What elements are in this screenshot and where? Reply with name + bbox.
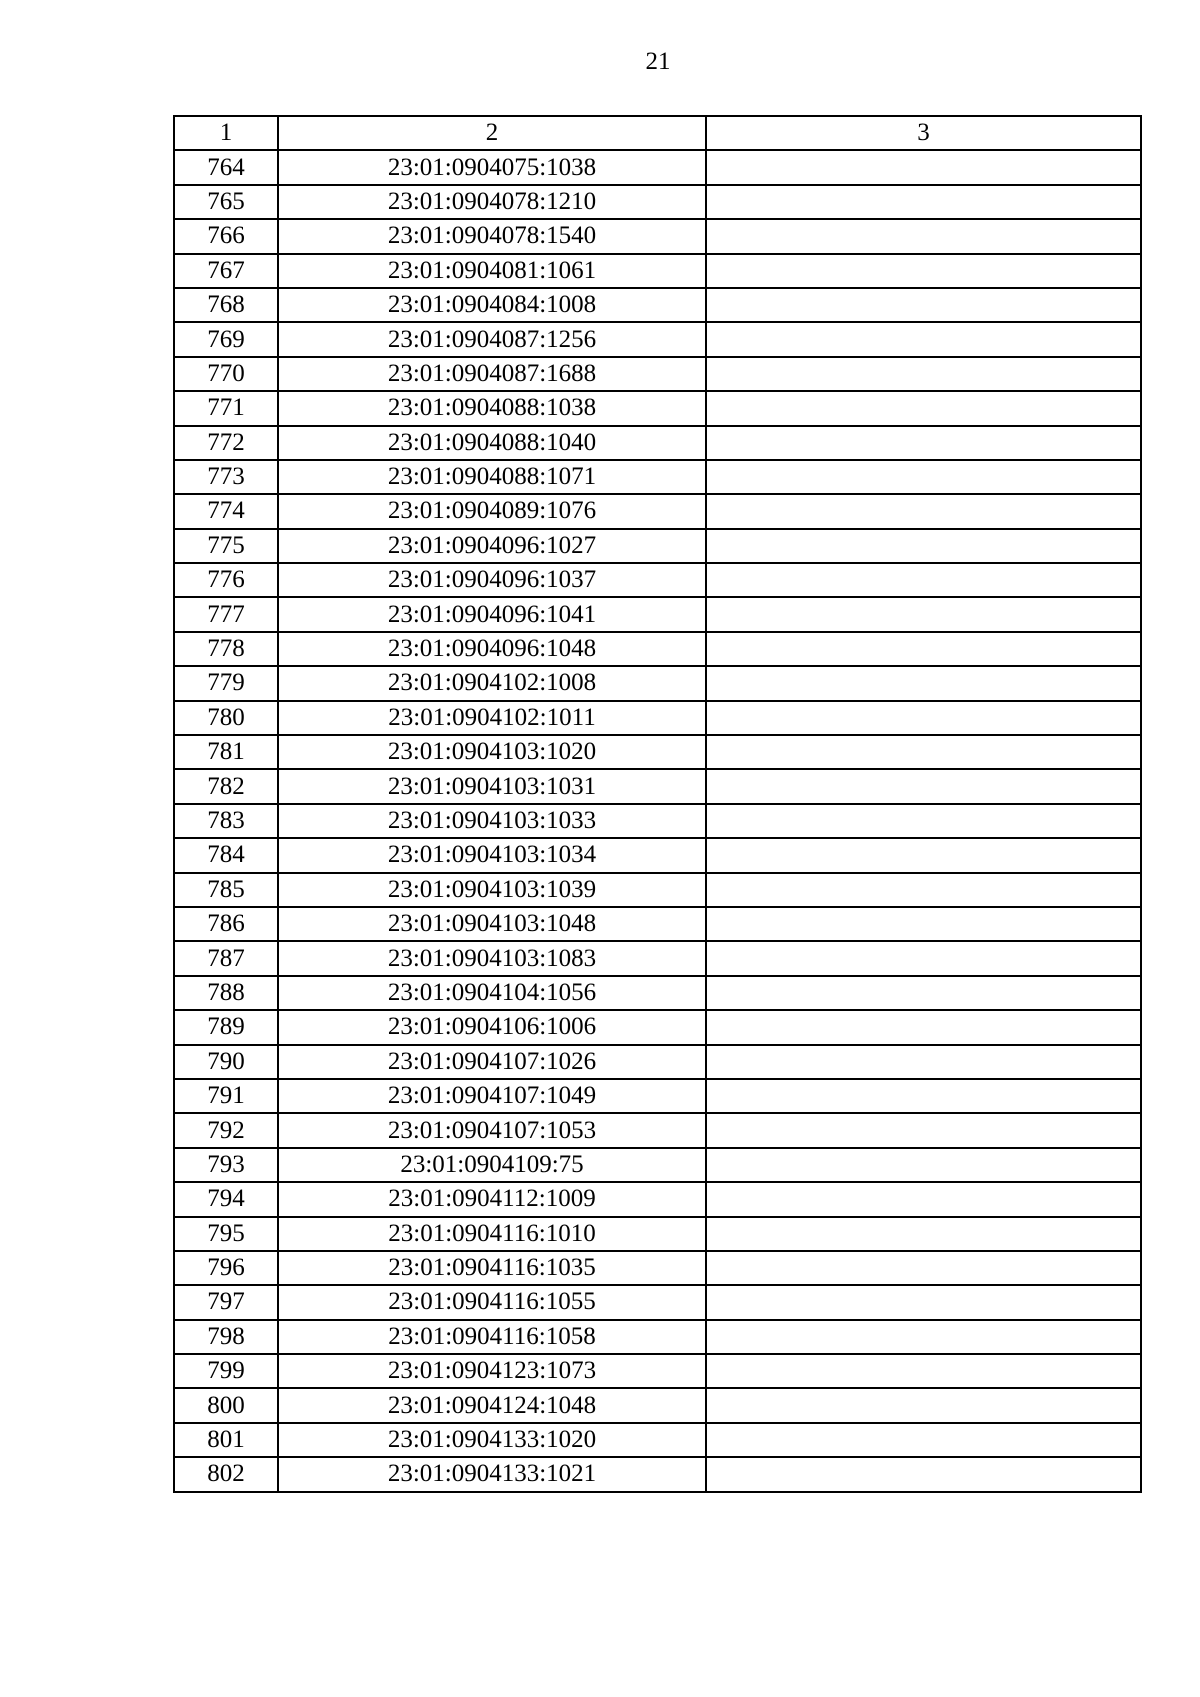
row-number-cell: 769 (174, 322, 278, 356)
table-row (174, 1010, 1141, 1044)
table-row (174, 1045, 1141, 1079)
table-row (174, 666, 1141, 700)
table-row (174, 460, 1141, 494)
notes-cell (706, 838, 1141, 872)
cadastral-number-cell: 23:01:0904103:1083 (278, 941, 706, 975)
table-row (174, 701, 1141, 735)
cadastral-number-cell: 23:01:0904087:1256 (278, 322, 706, 356)
cadastral-number-cell: 23:01:0904112:1009 (278, 1182, 706, 1216)
cadastral-number-cell: 23:01:0904102:1011 (278, 701, 706, 735)
row-number-cell: 778 (174, 632, 278, 666)
table-row (174, 1113, 1141, 1147)
row-number-cell: 782 (174, 769, 278, 803)
cadastral-number-cell: 23:01:0904103:1031 (278, 769, 706, 803)
cadastral-number-cell: 23:01:0904078:1540 (278, 219, 706, 253)
notes-cell (706, 460, 1141, 494)
cadastral-number-cell: 23:01:0904096:1037 (278, 563, 706, 597)
notes-cell (706, 1113, 1141, 1147)
cadastral-number-cell: 23:01:0904081:1061 (278, 254, 706, 288)
row-number-cell: 791 (174, 1079, 278, 1113)
table-row (174, 873, 1141, 907)
table-row (174, 941, 1141, 975)
row-number-cell: 764 (174, 150, 278, 184)
table-row (174, 1423, 1141, 1457)
cadastral-number-cell: 23:01:0904096:1027 (278, 529, 706, 563)
notes-cell (706, 357, 1141, 391)
row-number-cell: 797 (174, 1285, 278, 1319)
table-row (174, 426, 1141, 460)
table-body (174, 150, 1141, 1491)
cadastral-number-cell: 23:01:0904116:1035 (278, 1251, 706, 1285)
notes-cell (706, 632, 1141, 666)
row-number-cell: 790 (174, 1045, 278, 1079)
row-number-cell: 781 (174, 735, 278, 769)
cadastral-number-cell: 23:01:0904107:1049 (278, 1079, 706, 1113)
cadastral-number-cell: 23:01:0904124:1048 (278, 1388, 706, 1422)
notes-cell (706, 1320, 1141, 1354)
row-number-cell: 792 (174, 1113, 278, 1147)
cadastral-number-cell: 23:01:0904096:1048 (278, 632, 706, 666)
table-row (174, 1354, 1141, 1388)
table-row (174, 804, 1141, 838)
cadastral-number-cell: 23:01:0904078:1210 (278, 185, 706, 219)
notes-cell (706, 1079, 1141, 1113)
notes-cell (706, 322, 1141, 356)
table-row (174, 150, 1141, 184)
cadastral-number-cell: 23:01:0904088:1071 (278, 460, 706, 494)
row-number-cell: 766 (174, 219, 278, 253)
row-number-cell: 772 (174, 426, 278, 460)
cadastral-number-cell: 23:01:0904107:1053 (278, 1113, 706, 1147)
cadastral-number-cell: 23:01:0904087:1688 (278, 357, 706, 391)
table-row (174, 769, 1141, 803)
cadastral-number-cell: 23:01:0904103:1039 (278, 873, 706, 907)
cadastral-number-cell: 23:01:0904107:1026 (278, 1045, 706, 1079)
table-row (174, 494, 1141, 528)
row-number-cell: 799 (174, 1354, 278, 1388)
cadastral-number-cell: 23:01:0904133:1020 (278, 1423, 706, 1457)
notes-cell (706, 701, 1141, 735)
row-number-cell: 793 (174, 1148, 278, 1182)
table-row (174, 976, 1141, 1010)
notes-cell (706, 150, 1141, 184)
table-row (174, 1285, 1141, 1319)
notes-cell (706, 597, 1141, 631)
row-number-cell: 783 (174, 804, 278, 838)
notes-cell (706, 1148, 1141, 1182)
row-number-cell: 800 (174, 1388, 278, 1422)
table-row (174, 563, 1141, 597)
notes-cell (706, 804, 1141, 838)
row-number-cell: 802 (174, 1457, 278, 1491)
column-header-2: 2 (278, 116, 706, 150)
table-row (174, 1251, 1141, 1285)
cadastral-number-cell: 23:01:0904116:1055 (278, 1285, 706, 1319)
row-number-cell: 796 (174, 1251, 278, 1285)
table-row (174, 1320, 1141, 1354)
table-row (174, 357, 1141, 391)
notes-cell (706, 976, 1141, 1010)
table-row (174, 597, 1141, 631)
notes-cell (706, 1182, 1141, 1216)
cadastral-number-cell: 23:01:0904084:1008 (278, 288, 706, 322)
cadastral-number-cell: 23:01:0904088:1038 (278, 391, 706, 425)
notes-cell (706, 1285, 1141, 1319)
row-number-cell: 785 (174, 873, 278, 907)
cadastral-number-cell: 23:01:0904102:1008 (278, 666, 706, 700)
table-row (174, 1182, 1141, 1216)
table-row (174, 254, 1141, 288)
notes-cell (706, 1457, 1141, 1491)
notes-cell (706, 426, 1141, 460)
row-number-cell: 775 (174, 529, 278, 563)
notes-cell (706, 1354, 1141, 1388)
notes-cell (706, 1388, 1141, 1422)
page-number: 21 (645, 48, 671, 75)
table-row (174, 838, 1141, 872)
notes-cell (706, 1217, 1141, 1251)
table-row (174, 1079, 1141, 1113)
cadastral-number-cell: 23:01:0904088:1040 (278, 426, 706, 460)
column-header-1: 1 (174, 116, 278, 150)
row-number-cell: 794 (174, 1182, 278, 1216)
notes-cell (706, 185, 1141, 219)
row-number-cell: 765 (174, 185, 278, 219)
table-row (174, 632, 1141, 666)
notes-cell (706, 1251, 1141, 1285)
table-row (174, 288, 1141, 322)
cadastral-number-cell: 23:01:0904104:1056 (278, 976, 706, 1010)
table-row (174, 735, 1141, 769)
notes-cell (706, 769, 1141, 803)
notes-cell (706, 391, 1141, 425)
row-number-cell: 795 (174, 1217, 278, 1251)
table-row (174, 1217, 1141, 1251)
row-number-cell: 780 (174, 701, 278, 735)
row-number-cell: 773 (174, 460, 278, 494)
row-number-cell: 774 (174, 494, 278, 528)
row-number-cell: 767 (174, 254, 278, 288)
row-number-cell: 776 (174, 563, 278, 597)
table-row (174, 322, 1141, 356)
table-row (174, 1148, 1141, 1182)
cadastral-number-cell: 23:01:0904089:1076 (278, 494, 706, 528)
notes-cell (706, 494, 1141, 528)
table-row (174, 529, 1141, 563)
cadastral-number-cell: 23:01:0904116:1010 (278, 1217, 706, 1251)
row-number-cell: 789 (174, 1010, 278, 1044)
notes-cell (706, 529, 1141, 563)
notes-cell (706, 1423, 1141, 1457)
table-row (174, 1388, 1141, 1422)
row-number-cell: 771 (174, 391, 278, 425)
notes-cell (706, 288, 1141, 322)
cadastral-number-cell: 23:01:0904109:75 (278, 1148, 706, 1182)
row-number-cell: 798 (174, 1320, 278, 1354)
cadastral-number-cell: 23:01:0904103:1034 (278, 838, 706, 872)
table-row (174, 907, 1141, 941)
row-number-cell: 779 (174, 666, 278, 700)
cadastral-number-cell: 23:01:0904096:1041 (278, 597, 706, 631)
notes-cell (706, 941, 1141, 975)
notes-cell (706, 1045, 1141, 1079)
notes-cell (706, 873, 1141, 907)
row-number-cell: 768 (174, 288, 278, 322)
table-row (174, 219, 1141, 253)
row-number-cell: 788 (174, 976, 278, 1010)
cadastral-number-cell: 23:01:0904103:1048 (278, 907, 706, 941)
row-number-cell: 786 (174, 907, 278, 941)
table-header-row (174, 116, 1141, 150)
row-number-cell: 777 (174, 597, 278, 631)
row-number-cell: 784 (174, 838, 278, 872)
table-row (174, 185, 1141, 219)
notes-cell (706, 735, 1141, 769)
table-row (174, 391, 1141, 425)
row-number-cell: 787 (174, 941, 278, 975)
cadastral-number-cell: 23:01:0904106:1006 (278, 1010, 706, 1044)
cadastral-number-cell: 23:01:0904133:1021 (278, 1457, 706, 1491)
column-header-3: 3 (706, 116, 1141, 150)
cadastral-table (173, 115, 1142, 1493)
row-number-cell: 770 (174, 357, 278, 391)
cadastral-number-cell: 23:01:0904075:1038 (278, 150, 706, 184)
cadastral-number-cell: 23:01:0904116:1058 (278, 1320, 706, 1354)
cadastral-number-cell: 23:01:0904103:1033 (278, 804, 706, 838)
row-number-cell: 801 (174, 1423, 278, 1457)
notes-cell (706, 666, 1141, 700)
notes-cell (706, 1010, 1141, 1044)
notes-cell (706, 219, 1141, 253)
notes-cell (706, 907, 1141, 941)
cadastral-number-cell: 23:01:0904123:1073 (278, 1354, 706, 1388)
cadastral-number-cell: 23:01:0904103:1020 (278, 735, 706, 769)
table-row (174, 1457, 1141, 1491)
notes-cell (706, 563, 1141, 597)
notes-cell (706, 254, 1141, 288)
